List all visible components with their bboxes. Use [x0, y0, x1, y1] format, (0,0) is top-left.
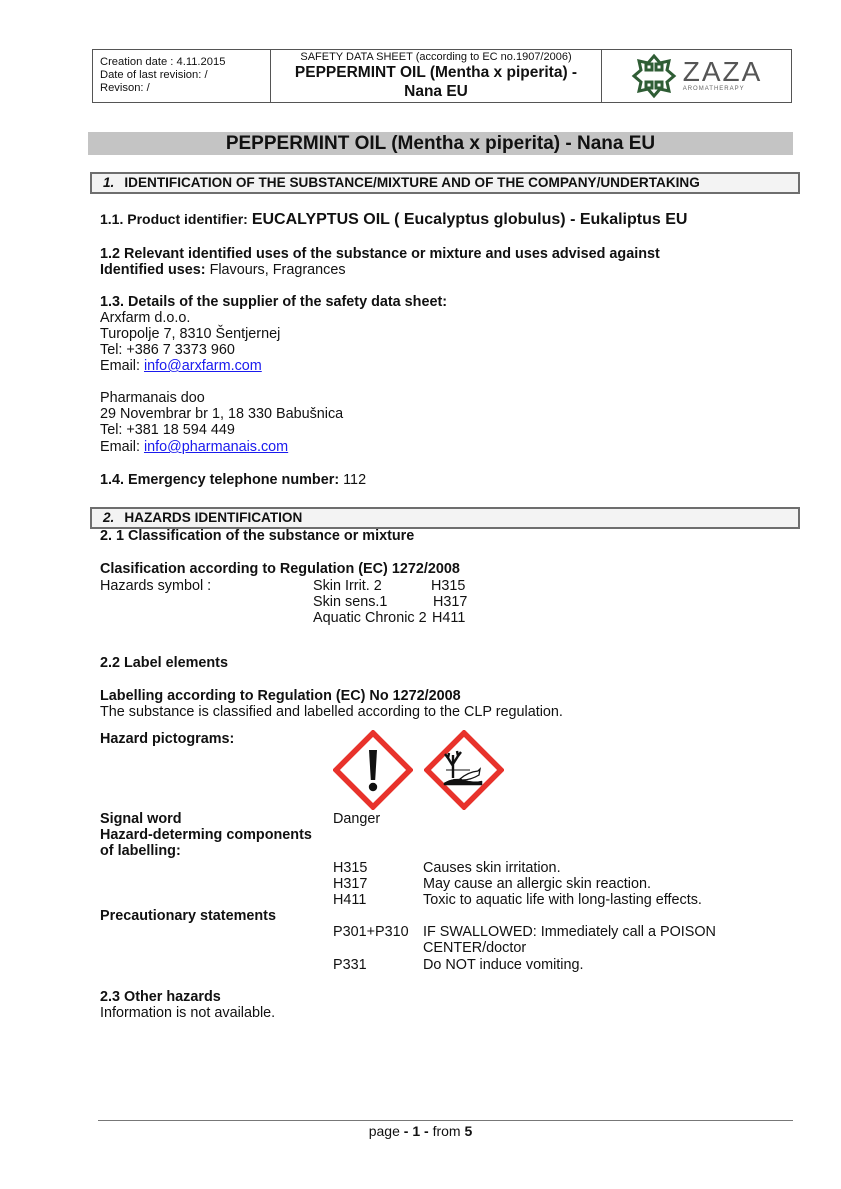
star-octagon-logo-icon: [631, 53, 677, 99]
supplier-2-email-label: Email:: [100, 439, 140, 455]
header-product-title-line1: PEPPERMINT OIL (Mentha x piperita) -: [294, 64, 578, 81]
supplier-2-tel: Tel: +381 18 594 449: [100, 422, 235, 438]
logo-tagline: AROMATHERAPY: [682, 86, 745, 92]
hazard-statement-code-1: H315: [333, 860, 368, 876]
product-identifier-label: 1.1. Product identifier:: [100, 211, 248, 227]
section-1-header: [90, 172, 800, 194]
supplier-2-email: [100, 439, 288, 455]
signal-word-label: Signal word: [100, 811, 182, 827]
header-title-cell: [271, 50, 602, 102]
precautionary-text-1-line1: IF SWALLOWED: Immediately call a POISON: [423, 924, 716, 940]
precautionary-text-1-line2: CENTER/doctor: [423, 940, 527, 956]
supplier-2-address: 29 Novembrar br 1, 18 330 Babušnica: [100, 406, 344, 422]
classification-heading: 2. 1 Classification of the substance or mixture: [100, 528, 415, 544]
precautionary-text-2: Do NOT induce vomiting.: [423, 957, 584, 973]
last-revision-date: Date of last revision: /: [100, 69, 208, 81]
environment-pictogram-icon: [424, 730, 504, 810]
page-footer: [0, 1123, 841, 1139]
supplier-1-email-label: Email:: [100, 358, 140, 374]
pictograms-label: Hazard pictograms:: [100, 731, 235, 747]
creation-date: Creation date : 4.11.2015: [100, 56, 226, 68]
hazard-class-3: Aquatic Chronic 2: [313, 610, 427, 626]
hazard-statement-code-3: H411: [333, 892, 367, 908]
components-label-line1: Hazard-determing components: [100, 827, 312, 843]
other-hazards-heading: 2.3 Other hazards: [100, 989, 221, 1005]
precautionary-code-1: P301+P310: [333, 924, 409, 940]
section-1-number: 1.: [103, 175, 115, 190]
section-1-heading: IDENTIFICATION OF THE SUBSTANCE/MIXTURE AND OF THE COMPANY/UNDERTAKING: [124, 175, 700, 190]
footer-divider: [98, 1120, 793, 1121]
labelling-text: The substance is classified and labelled according to the CLP regulation.: [100, 704, 563, 720]
other-hazards-text: Information is not available.: [100, 1005, 276, 1021]
supplier-2-name: Pharmanais doo: [100, 390, 205, 406]
hazard-statement-text-1: Causes skin irritation.: [423, 860, 561, 876]
supplier-1-address: Turopolje 7, 8310 Šentjernej: [100, 326, 281, 342]
supplier-1-email: [100, 358, 262, 374]
page-word: page: [368, 1123, 400, 1139]
supplier-1-email-link[interactable]: info@arxfarm.com: [143, 358, 262, 374]
hazard-code-2: H317: [433, 594, 468, 610]
signal-word-value: Danger: [333, 811, 381, 827]
section-2-heading: HAZARDS IDENTIFICATION: [124, 510, 303, 525]
page-current: - 1 -: [403, 1123, 429, 1139]
identified-uses-label: Identified uses:: [100, 262, 206, 278]
hazard-class-1: Skin Irrit. 2: [313, 578, 382, 594]
product-identifier: [100, 211, 687, 228]
supplier-2-email-link[interactable]: info@pharmanais.com: [143, 439, 289, 455]
hazard-statement-text-3: Toxic to aquatic life with long-lasting effects.: [423, 892, 702, 908]
identified-uses-value: Flavours, Fragrances: [209, 262, 346, 278]
product-identifier-value: EUCALYPTUS OIL ( Eucalyptus globulus) - Eukaliptus EU: [251, 211, 688, 228]
document-title: PEPPERMINT OIL (Mentha x piperita) - Nana EU: [88, 132, 793, 155]
precautionary-label: Precautionary statements: [100, 908, 276, 924]
hazard-code-1: H315: [431, 578, 466, 594]
labelling-heading: Labelling according to Regulation (EC) No 1272/2008: [100, 688, 461, 704]
hazard-statement-code-2: H317: [333, 876, 368, 892]
hazard-class-2: Skin sens.1: [313, 594, 388, 610]
uses-heading: 1.2 Relevant identified uses of the substance or mixture and uses advised against: [100, 246, 660, 262]
hazards-symbol-label: Hazards symbol :: [100, 578, 212, 594]
section-2-number: 2.: [103, 510, 115, 525]
from-word: from: [432, 1123, 461, 1139]
revision-number: Revison: /: [100, 82, 150, 94]
supplier-1-name: Arxfarm d.o.o.: [100, 310, 191, 326]
header-product-title-line2: Nana EU: [404, 83, 468, 100]
exclamation-mark-pictogram-icon: [333, 730, 413, 810]
sds-subtitle: SAFETY DATA SHEET (according to EC no.1907/2006): [300, 51, 572, 63]
logo-name: ZAZA: [682, 56, 763, 87]
revision-info: [93, 50, 271, 102]
section-2-header: [90, 507, 800, 529]
emergency-value: 112: [343, 472, 367, 488]
hazard-statement-text-2: May cause an allergic skin reaction.: [423, 876, 651, 892]
emergency-label: 1.4. Emergency telephone number:: [100, 472, 340, 488]
emergency-telephone: [100, 472, 366, 488]
supplier-1-tel: Tel: +386 7 3373 960: [100, 342, 235, 358]
precautionary-code-2: P331: [333, 957, 367, 973]
company-logo: [602, 50, 791, 102]
label-elements-heading: 2.2 Label elements: [100, 655, 228, 671]
page-total: 5: [464, 1123, 473, 1139]
supplier-heading: 1.3. Details of the supplier of the safety data sheet:: [100, 294, 448, 310]
regulation-heading: Clasification according to Regulation (EC) 1272/2008: [100, 561, 460, 577]
hazard-code-3: H411: [432, 610, 466, 626]
components-label-line2: of labelling:: [100, 843, 181, 859]
identified-uses: [100, 262, 346, 278]
document-header: [92, 49, 792, 103]
